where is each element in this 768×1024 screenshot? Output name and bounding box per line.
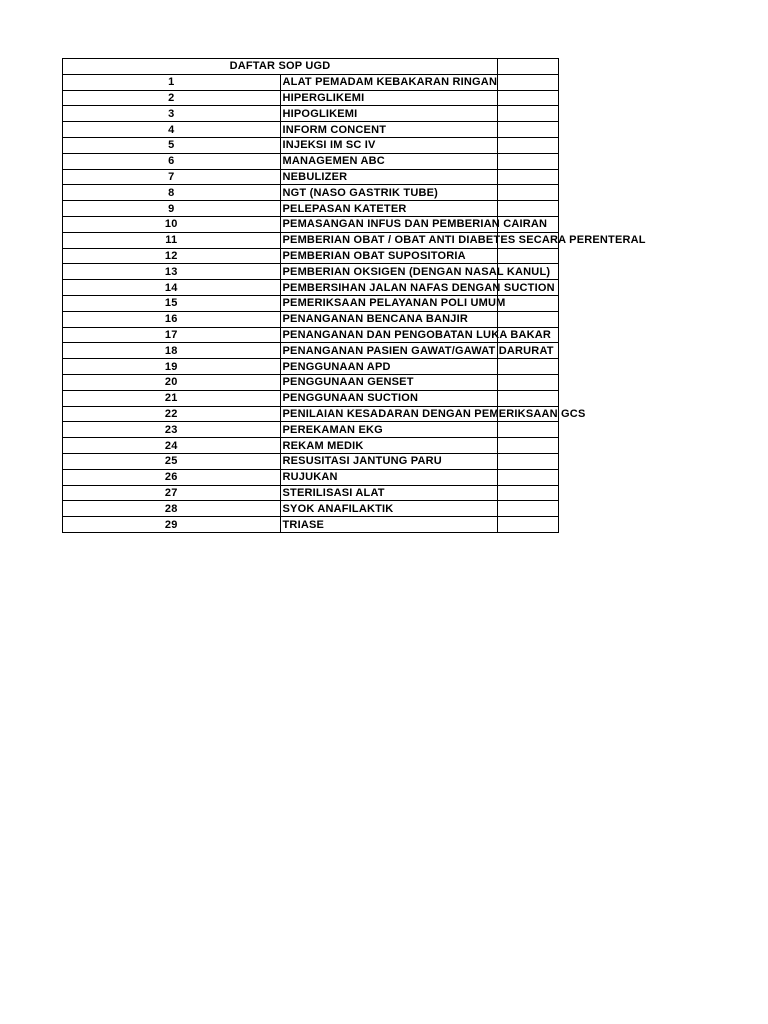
sop-name: NGT (NASO GASTRIK TUBE) bbox=[280, 185, 498, 201]
table-title: DAFTAR SOP UGD bbox=[63, 59, 498, 75]
blank-cell bbox=[498, 469, 559, 485]
sop-name: PEMBERIAN OBAT / OBAT ANTI DIABETES SECARA PERENTERAL bbox=[280, 232, 498, 248]
table-row bbox=[63, 374, 559, 390]
table-row bbox=[63, 74, 559, 90]
sop-name: PELEPASAN KATETER bbox=[280, 201, 498, 217]
row-number: 25 bbox=[63, 453, 281, 469]
sop-name: INJEKSI IM SC IV bbox=[280, 137, 498, 153]
row-number: 2 bbox=[63, 90, 281, 106]
sop-name: HIPERGLIKEMI bbox=[280, 90, 498, 106]
row-number: 29 bbox=[63, 517, 281, 533]
row-number: 20 bbox=[63, 374, 281, 390]
table-row bbox=[63, 469, 559, 485]
blank-cell bbox=[498, 422, 559, 438]
row-number: 14 bbox=[63, 280, 281, 296]
table-header-row bbox=[63, 59, 559, 75]
blank-cell bbox=[498, 74, 559, 90]
blank-cell bbox=[498, 359, 559, 375]
sop-table-body bbox=[63, 59, 646, 533]
blank-cell bbox=[498, 185, 559, 201]
row-number: 9 bbox=[63, 201, 281, 217]
row-number: 8 bbox=[63, 185, 281, 201]
table-row bbox=[63, 485, 559, 501]
blank-cell bbox=[498, 517, 559, 533]
sop-name: NEBULIZER bbox=[280, 169, 498, 185]
table-row bbox=[63, 390, 559, 406]
row-number: 26 bbox=[63, 469, 281, 485]
table-row bbox=[63, 311, 559, 327]
row-number: 15 bbox=[63, 295, 281, 311]
row-number: 10 bbox=[63, 216, 281, 232]
table-row bbox=[63, 185, 559, 201]
table-row bbox=[63, 122, 559, 138]
sop-name: ALAT PEMADAM KEBAKARAN RINGAN bbox=[280, 74, 498, 90]
sop-name: PEMASANGAN INFUS DAN PEMBERIAN CAIRAN bbox=[280, 216, 498, 232]
sop-name: PENGGUNAAN SUCTION bbox=[280, 390, 498, 406]
sop-name: MANAGEMEN ABC bbox=[280, 153, 498, 169]
blank-cell bbox=[498, 311, 559, 327]
blank-cell bbox=[498, 390, 559, 406]
table-row bbox=[63, 201, 559, 217]
sop-name: STERILISASI ALAT bbox=[280, 485, 498, 501]
sop-table bbox=[62, 58, 646, 533]
table-row bbox=[63, 453, 559, 469]
row-number: 3 bbox=[63, 106, 281, 122]
blank-cell bbox=[498, 169, 559, 185]
row-number: 27 bbox=[63, 485, 281, 501]
row-number: 6 bbox=[63, 153, 281, 169]
sop-name: PENILAIAN KESADARAN DENGAN PEMERIKSAAN GCS bbox=[280, 406, 498, 422]
sop-name: PEMERIKSAAN PELAYANAN POLI UMUM bbox=[280, 295, 498, 311]
blank-cell bbox=[498, 485, 559, 501]
blank-cell bbox=[498, 453, 559, 469]
sop-name: PENGGUNAAN GENSET bbox=[280, 374, 498, 390]
table-row bbox=[63, 295, 559, 311]
row-number: 12 bbox=[63, 248, 281, 264]
row-number: 24 bbox=[63, 438, 281, 454]
sop-name: PENANGANAN PASIEN GAWAT/GAWAT DARURAT bbox=[280, 343, 498, 359]
table-row bbox=[63, 106, 559, 122]
sop-name: PEMBERIAN OKSIGEN (DENGAN NASAL KANUL) bbox=[280, 264, 498, 280]
table-row bbox=[63, 137, 559, 153]
row-number: 28 bbox=[63, 501, 281, 517]
table-header-blank-cell bbox=[498, 59, 559, 75]
table-row bbox=[63, 438, 559, 454]
sop-name: PENANGANAN BENCANA BANJIR bbox=[280, 311, 498, 327]
blank-cell bbox=[498, 501, 559, 517]
table-row bbox=[63, 517, 559, 533]
table-row bbox=[63, 264, 559, 280]
blank-cell bbox=[498, 438, 559, 454]
row-number: 23 bbox=[63, 422, 281, 438]
blank-cell bbox=[498, 90, 559, 106]
sop-name: PENANGANAN DAN PENGOBATAN LUKA BAKAR bbox=[280, 327, 498, 343]
sop-name: RESUSITASI JANTUNG PARU bbox=[280, 453, 498, 469]
table-row bbox=[63, 153, 559, 169]
table-row bbox=[63, 216, 559, 232]
table-row bbox=[63, 359, 559, 375]
sop-name: REKAM MEDIK bbox=[280, 438, 498, 454]
blank-cell bbox=[498, 295, 559, 311]
blank-cell bbox=[498, 248, 559, 264]
blank-cell bbox=[498, 122, 559, 138]
row-number: 5 bbox=[63, 137, 281, 153]
table-row bbox=[63, 280, 559, 296]
row-number: 17 bbox=[63, 327, 281, 343]
row-number: 18 bbox=[63, 343, 281, 359]
sop-name: TRIASE bbox=[280, 517, 498, 533]
sop-name: RUJUKAN bbox=[280, 469, 498, 485]
table-row bbox=[63, 248, 559, 264]
row-number: 19 bbox=[63, 359, 281, 375]
table-row bbox=[63, 422, 559, 438]
sop-name: INFORM CONCENT bbox=[280, 122, 498, 138]
sop-list-sheet bbox=[62, 58, 646, 533]
table-row bbox=[63, 169, 559, 185]
sop-name: SYOK ANAFILAKTIK bbox=[280, 501, 498, 517]
blank-cell bbox=[498, 374, 559, 390]
sop-name: PEMBERIAN OBAT SUPOSITORIA bbox=[280, 248, 498, 264]
row-number: 11 bbox=[63, 232, 281, 248]
table-row bbox=[63, 406, 559, 422]
row-number: 16 bbox=[63, 311, 281, 327]
table-row bbox=[63, 327, 559, 343]
row-number: 13 bbox=[63, 264, 281, 280]
row-number: 1 bbox=[63, 74, 281, 90]
sop-name: PEREKAMAN EKG bbox=[280, 422, 498, 438]
blank-cell bbox=[498, 201, 559, 217]
sop-name: PENGGUNAAN APD bbox=[280, 359, 498, 375]
table-row bbox=[63, 343, 559, 359]
row-number: 22 bbox=[63, 406, 281, 422]
sop-name: PEMBERSIHAN JALAN NAFAS DENGAN SUCTION bbox=[280, 280, 498, 296]
sop-name: HIPOGLIKEMI bbox=[280, 106, 498, 122]
table-row bbox=[63, 90, 559, 106]
row-number: 7 bbox=[63, 169, 281, 185]
row-number: 4 bbox=[63, 122, 281, 138]
row-number: 21 bbox=[63, 390, 281, 406]
blank-cell bbox=[498, 106, 559, 122]
blank-cell bbox=[498, 153, 559, 169]
table-row bbox=[63, 232, 559, 248]
table-row bbox=[63, 501, 559, 517]
blank-cell bbox=[498, 137, 559, 153]
